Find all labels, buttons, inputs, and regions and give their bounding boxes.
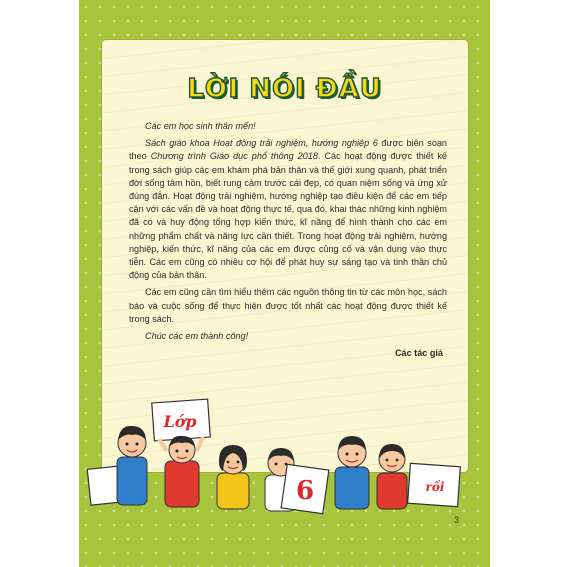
sign-roi-text: rồi [425,480,445,494]
closing: Chúc các em thành công! [145,331,249,342]
greeting: Các em học sinh thân mến! [145,121,256,131]
paragraph-1-part-1: được biên soạn theo [129,138,447,162]
page-number: 3 [453,515,459,525]
signature: Các tác giả [394,348,443,359]
foreword-body [129,120,447,364]
child-6-figure [377,444,460,509]
child-5-figure [335,436,369,509]
book-title: Sách giáo khoa Hoạt động trải nghiệm, hướng nghiệp 6 [145,138,378,149]
child-3-figure [217,445,249,509]
paragraph-1 [129,137,447,282]
paragraph-2: Các em cũng cần tìm hiểu thêm các nguồn thông tin từ các môn học, sách báo và cuộc sống để thực hiện được tốt nhất các hoạt động được thiết kế trong sách. [129,287,447,324]
curriculum-title: Chương trình Giáo dục phổ thông 2018 [150,151,318,162]
child-1-figure [87,426,147,505]
sign-six-text: 6 [295,476,315,506]
book-page [79,0,490,567]
paragraph-1-part-2: . Các hoạt động được thiết kế trong sách giúp các em khám phá bản thân và thế giới xung quanh, phát triển đời sống tâm hồn, biết rung cảm trước cái đẹp, có quan niệm sống và ứng xử đúng đắn. Hoạt động trải nghiệm, hướng nghiệp tạo điều kiện để các em tiếp cận với các vấn đề và hoạt động thực tế, qua đó, khai thác những kinh nghiệm đã có và huy động tổng hợp kiến thức, kĩ năng để hình thành cho các em những phẩm chất và năng lực cần thiết. Trong hoạt động trải nghiệm, hướng nghiệp, kiến thức, kĩ năng của các em được củng cố và vận dụng vào thực tiễn. Các em cũng có nhiều cơ hội để phát huy sự sáng tạo và tinh thần chủ động của bản thân. [129,151,447,281]
sign-lop-text: Lớp [163,412,197,431]
page-title: LỜI NÓI ĐẦU [187,74,382,104]
children-illustration [79,395,490,515]
